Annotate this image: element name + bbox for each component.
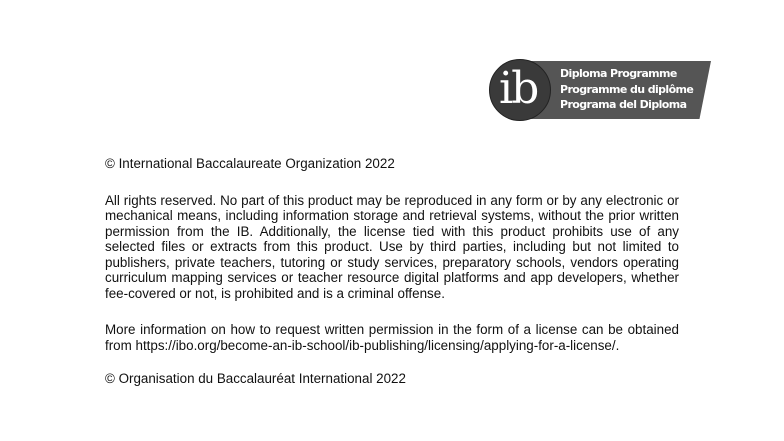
logo-line-en: Diploma Programme bbox=[560, 67, 677, 80]
logo-line-fr: Programme du diplôme bbox=[560, 82, 694, 96]
logo-ib-mark: ib bbox=[499, 63, 538, 114]
more-info-paragraph: More information on how to request written permission in the form of a license can be obtained from https://ibo.org/become-an-ib-school/ib-publishing/licensing/applying-for-a-license/. bbox=[105, 322, 679, 353]
logo-circle bbox=[489, 59, 551, 121]
logo-line-es: Programa del Diploma bbox=[560, 98, 687, 111]
document-body bbox=[105, 156, 679, 387]
copyright-english: © International Baccalaureate Organization 2022 bbox=[105, 156, 395, 171]
copyright-french: © Organisation du Baccalauréat International 2022 bbox=[105, 371, 406, 386]
ib-logo bbox=[489, 59, 713, 123]
logo-programme-names bbox=[560, 66, 693, 113]
rights-paragraph: All rights reserved. No part of this product may be reproduced in any form or by any electronic or mechanical means, including information storage and retrieval systems, without the prior written permission from the IB. Additionally, the license tied with this product prohibits use of any selected files or extracts from this product. Use by third parties, including but not limited to publishers, private teachers, tutoring or study services, preparatory schools, vendors operating curriculum mapping services or teacher resource digital platforms and app developers, whether fee-covered or not, is prohibited and is a criminal offense. bbox=[105, 192, 679, 301]
